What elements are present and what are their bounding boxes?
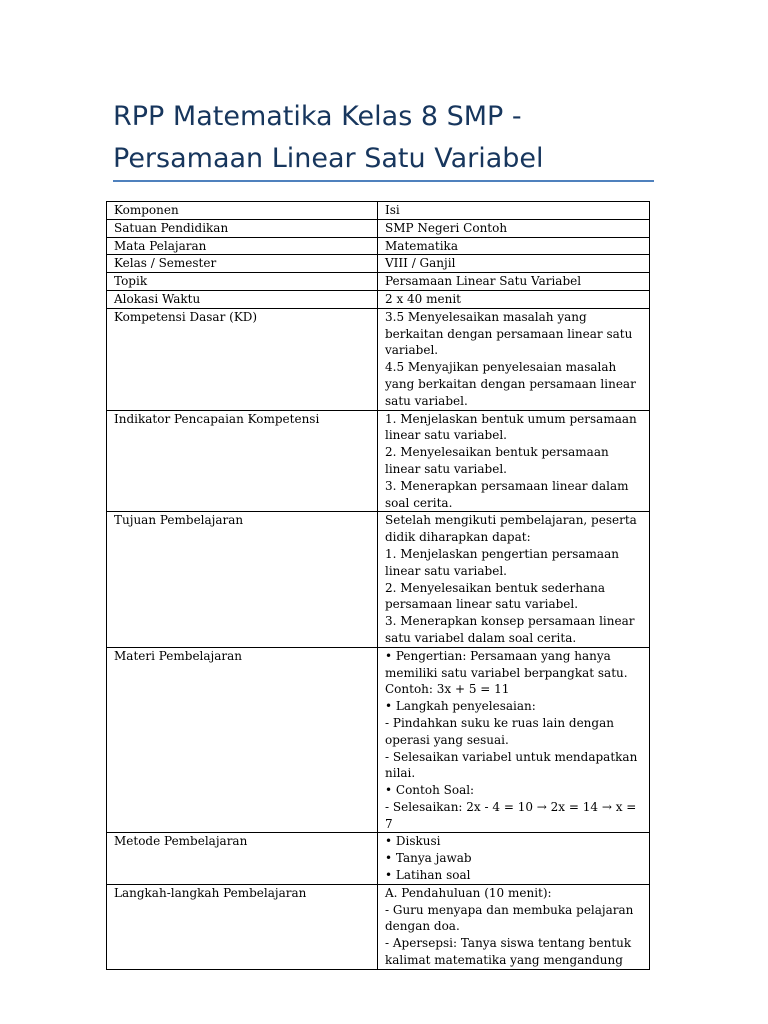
row-value: 1. Menjelaskan bentuk umum persamaan linear satu variabel. 2. Menyelesaikan bentuk persamaan linear satu variabel. 3. Menerapkan persamaan linear dalam soal cerita. [378,410,650,512]
table-row [107,219,650,237]
table-row [107,273,650,291]
table-row [107,410,650,512]
row-label: Satuan Pendidikan [107,219,378,237]
row-value: Persamaan Linear Satu Variabel [378,273,650,291]
row-value: Setelah mengikuti pembelajaran, peserta didik diharapkan dapat: 1. Menjelaskan pengertian persamaan linear satu variabel. 2. Menyelesaikan bentuk sederhana persamaan linear satu variabel. 3. Menerapkan konsep persamaan linear satu variabel dalam soal cerita. [378,512,650,647]
table-row [107,884,650,969]
table-row [107,512,650,647]
row-value: • Diskusi • Tanya jawab • Latihan soal [378,833,650,884]
table-row [107,237,650,255]
row-label: Langkah-langkah Pembelajaran [107,884,378,969]
header-isi: Isi [378,202,650,220]
row-value: A. Pendahuluan (10 menit): - Guru menyapa dan membuka pelajaran dengan doa. - Apersepsi: Tanya siswa tentang bentuk kalimat matematika yang mengandung [378,884,650,969]
row-label: Kompetensi Dasar (KD) [107,308,378,410]
table-row [107,647,650,833]
row-label: Indikator Pencapaian Kompetensi [107,410,378,512]
row-label: Topik [107,273,378,291]
row-label: Kelas / Semester [107,255,378,273]
row-value: SMP Negeri Contoh [378,219,650,237]
row-label: Alokasi Waktu [107,290,378,308]
row-value: 3.5 Menyelesaikan masalah yang berkaitan dengan persamaan linear satu variabel. 4.5 Menyajikan penyelesaian masalah yang berkaitan dengan persamaan linear satu variabel. [378,308,650,410]
row-label: Materi Pembelajaran [107,647,378,833]
row-value: • Pengertian: Persamaan yang hanya memiliki satu variabel berpangkat satu. Contoh: 3x + 5 = 11 • Langkah penyelesaian: - Pindahkan suku ke ruas lain dengan operasi yang sesuai. - Selesaikan variabel untuk mendapatkan nilai. • Contoh Soal: - Selesaikan: 2x - 4 = 10 → 2x = 14 → x = 7 [378,647,650,833]
title-line-1: RPP Matematika Kelas 8 SMP - [113,101,522,132]
title-underline [113,180,654,182]
row-label: Tujuan Pembelajaran [107,512,378,647]
row-value: Matematika [378,237,650,255]
document-title [113,96,673,180]
table-row [107,833,650,884]
row-label: Mata Pelajaran [107,237,378,255]
row-value: VIII / Ganjil [378,255,650,273]
table-header-row [107,202,650,220]
table-row [107,308,650,410]
row-label: Metode Pembelajaran [107,833,378,884]
table-row [107,255,650,273]
title-line-2: Persamaan Linear Satu Variabel [113,143,544,174]
table-row [107,290,650,308]
row-value: 2 x 40 menit [378,290,650,308]
header-komponen: Komponen [107,202,378,220]
rpp-table [106,201,650,970]
